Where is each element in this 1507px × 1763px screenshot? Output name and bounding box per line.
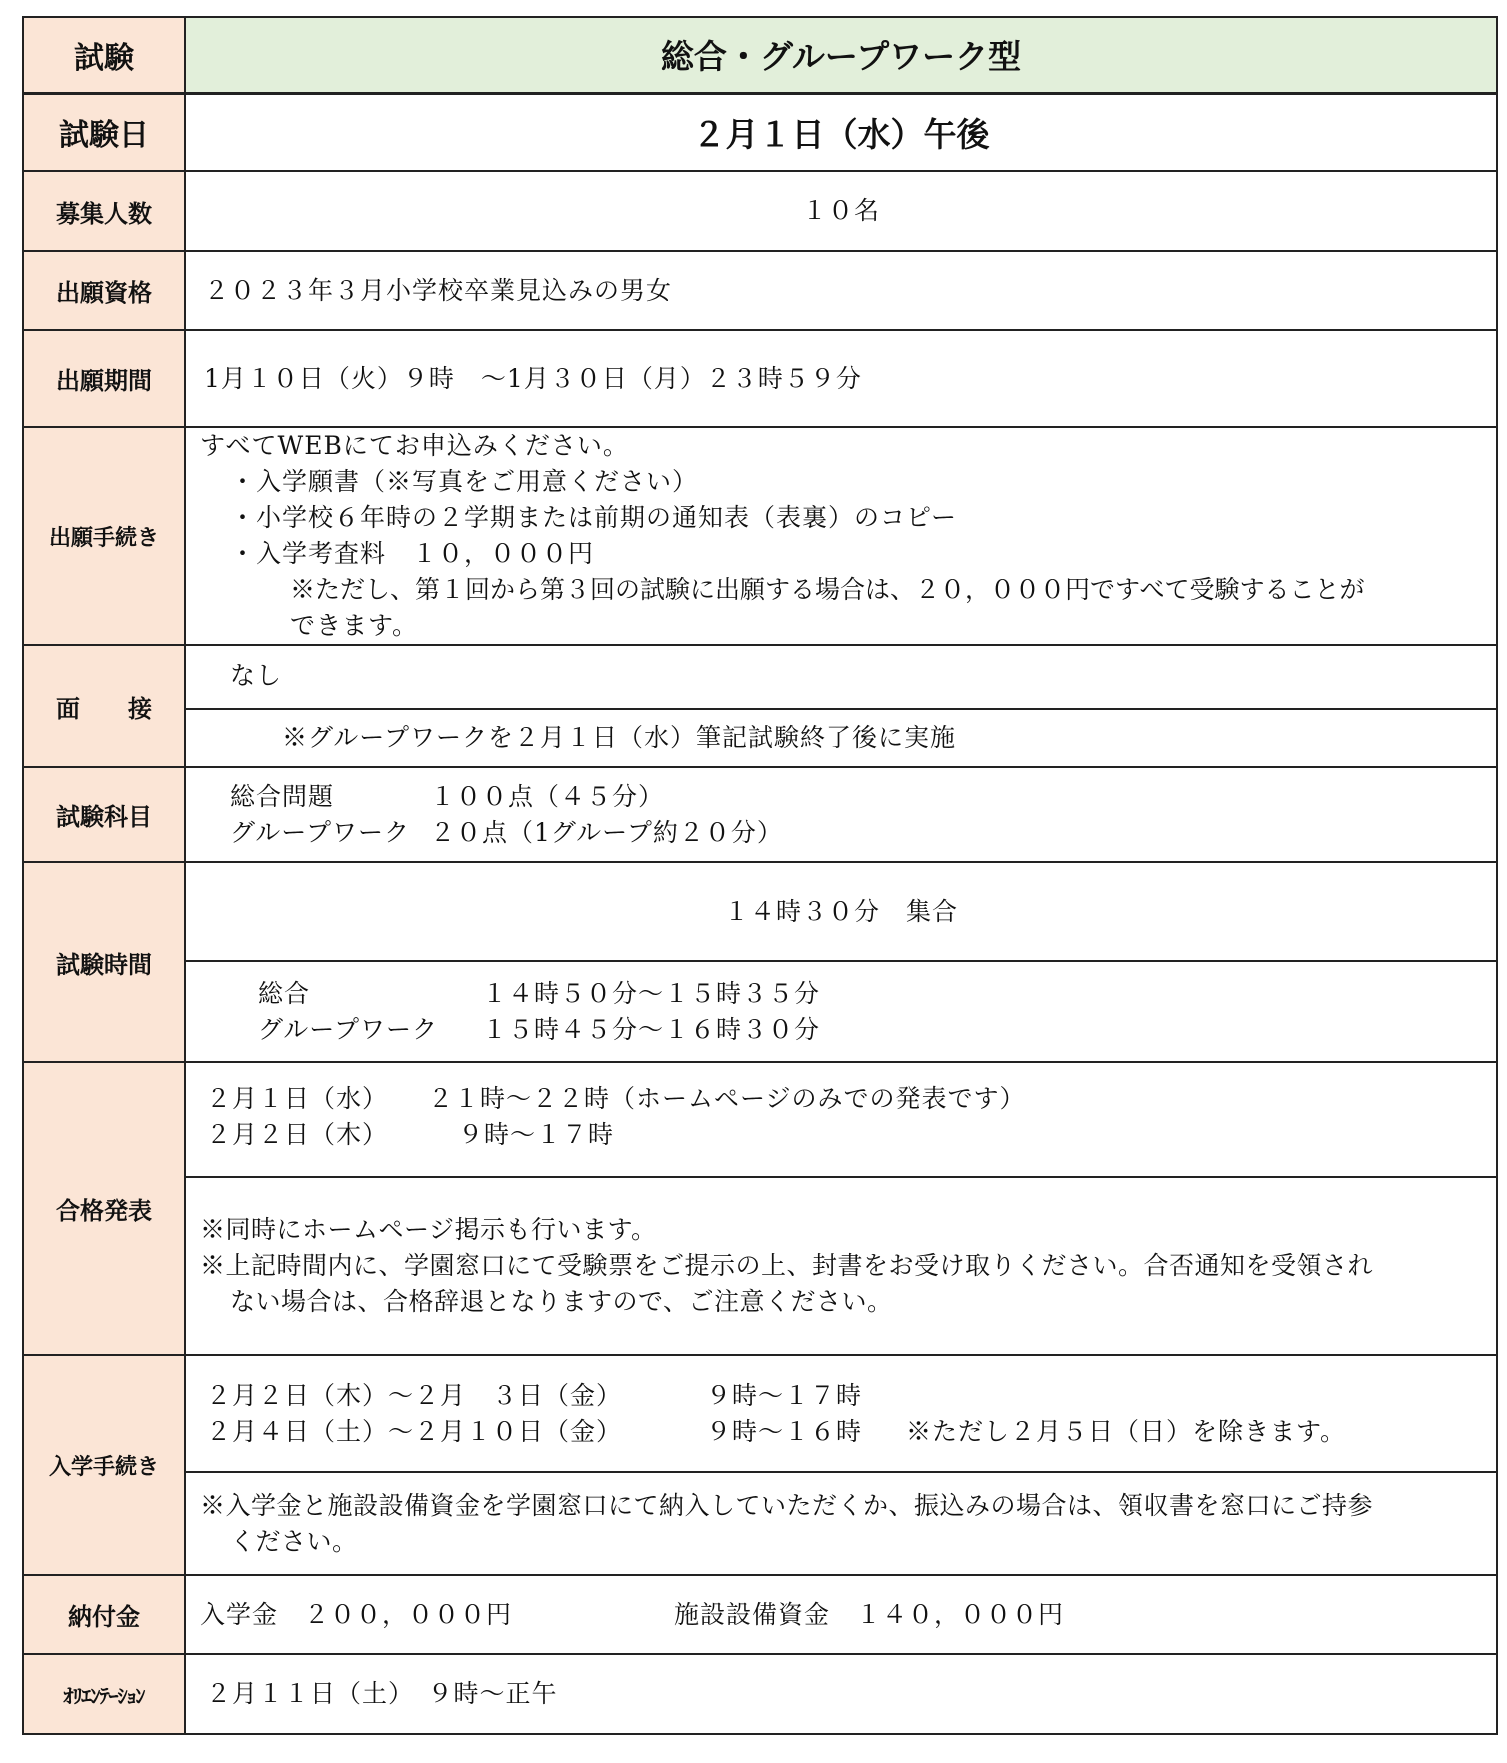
subject-detail: １００点（４５分） [430, 781, 665, 811]
procedure-intro: すべてWEBにてお申込みください。 [200, 431, 629, 460]
enrollment-dates: ２月２日（木）～２月 ３日（金） [206, 1380, 623, 1410]
admission-fee: 入学金 ２００，０００円 [200, 1599, 513, 1629]
fees-content [185, 1575, 1497, 1654]
procedure-item: ・入学願書（※写真をご用意ください） [230, 467, 699, 496]
enrollment-label: 入学手続き [23, 1355, 185, 1575]
procedure-note: ※ただし、第１回から第３回の試験に出願する場合は、２０，０００円ですべて受験することが [290, 575, 1365, 604]
exam-assembly-time: １４時３０分 集合 [185, 862, 1497, 961]
results-time: ２１時～２２時（ホームページのみでの発表です） [428, 1084, 1026, 1113]
enrollment-note: ※ただし２月５日（日）を除きます。 [906, 1416, 1347, 1446]
results-notes [185, 1177, 1497, 1355]
eligibility-value: ２０２３年３月小学校卒業見込みの男女 [185, 251, 1497, 330]
enrollment-time: ９時～１６時 [706, 1416, 863, 1446]
exam-time-range: １４時５０分～１５時３５分 [482, 978, 821, 1008]
orientation-label: ｵﾘｴﾝﾃｰｼｮﾝ [23, 1654, 185, 1734]
exam-time-name: グループワーク [258, 1014, 439, 1044]
application-procedure-content [185, 427, 1497, 645]
results-note: ※上記時間内に、学園窓口にて受験票をご提示の上、封書をお受け取りください。合否通知を受領され [200, 1251, 1374, 1280]
procedure-item: ・入学考査料 １０，０００円 [230, 539, 595, 568]
results-note-cont: ない場合は、合格辞退となりますので、ご注意ください。 [230, 1287, 893, 1316]
interview-value: なし [185, 645, 1497, 709]
fees-label: 納付金 [23, 1575, 185, 1654]
results-label: 合格発表 [23, 1062, 185, 1355]
capacity-label: 募集人数 [23, 171, 185, 251]
procedure-note-cont: できます。 [290, 611, 419, 640]
interview-note: ※グループワークを２月１日（水）筆記試験終了後に実施 [185, 709, 1497, 767]
results-date: ２月１日（水） [206, 1084, 389, 1113]
facility-fee: 施設設備資金 １４０，０００円 [674, 1599, 1065, 1629]
enrollment-schedule [185, 1355, 1497, 1472]
results-date: ２月２日（木） [206, 1120, 389, 1149]
exam-time-label: 試験時間 [23, 862, 185, 1062]
exam-time-name: 総合 [258, 978, 311, 1008]
subject-name: グループワーク [230, 817, 411, 847]
exam-info-table [22, 16, 1498, 1735]
enrollment-note-cont: ください。 [230, 1526, 358, 1556]
enrollment-dates: ２月４日（土）～２月１０日（金） [206, 1416, 623, 1446]
capacity-value: １０名 [185, 171, 1497, 251]
exam-time-range: １５時４５分～１６時３０分 [482, 1014, 821, 1044]
exam-type-title: 総合・グループワーク型 [185, 17, 1497, 93]
exam-time-schedule [185, 961, 1497, 1062]
subjects-label: 試験科目 [23, 767, 185, 862]
application-period-label: 出願期間 [23, 330, 185, 427]
results-note: ※同時にホームページ掲示も行います。 [200, 1215, 657, 1244]
eligibility-label: 出願資格 [23, 251, 185, 330]
exam-date-label: 試験日 [23, 93, 185, 171]
enrollment-time: ９時～１７時 [706, 1380, 863, 1410]
interview-label: 面 接 [23, 645, 185, 767]
results-time: ９時～１７時 [458, 1120, 615, 1149]
exam-date-value: ２月１日（水）午後 [185, 93, 1497, 171]
subject-name: 総合問題 [230, 781, 335, 811]
procedure-item: ・小学校６年時の２学期または前期の通知表（表裏）のコピー [230, 503, 958, 532]
results-schedule [185, 1062, 1497, 1177]
application-period-value: 1月１０日（火）９時 ～1月３０日（月）２３時５９分 [185, 330, 1497, 427]
enrollment-notes [185, 1472, 1497, 1575]
enrollment-note-text: ※入学金と施設設備資金を学園窓口にて納入していただくか、振込みの場合は、領収書を窓口にご持参 [200, 1490, 1374, 1520]
orientation-value: ２月１１日（土） ９時～正午 [185, 1654, 1497, 1734]
exam-type-label: 試験 [23, 17, 185, 93]
subjects-content [185, 767, 1497, 862]
application-procedure-label: 出願手続き [23, 427, 185, 645]
subject-detail: ２０点（1グループ約２０分） [430, 817, 783, 847]
